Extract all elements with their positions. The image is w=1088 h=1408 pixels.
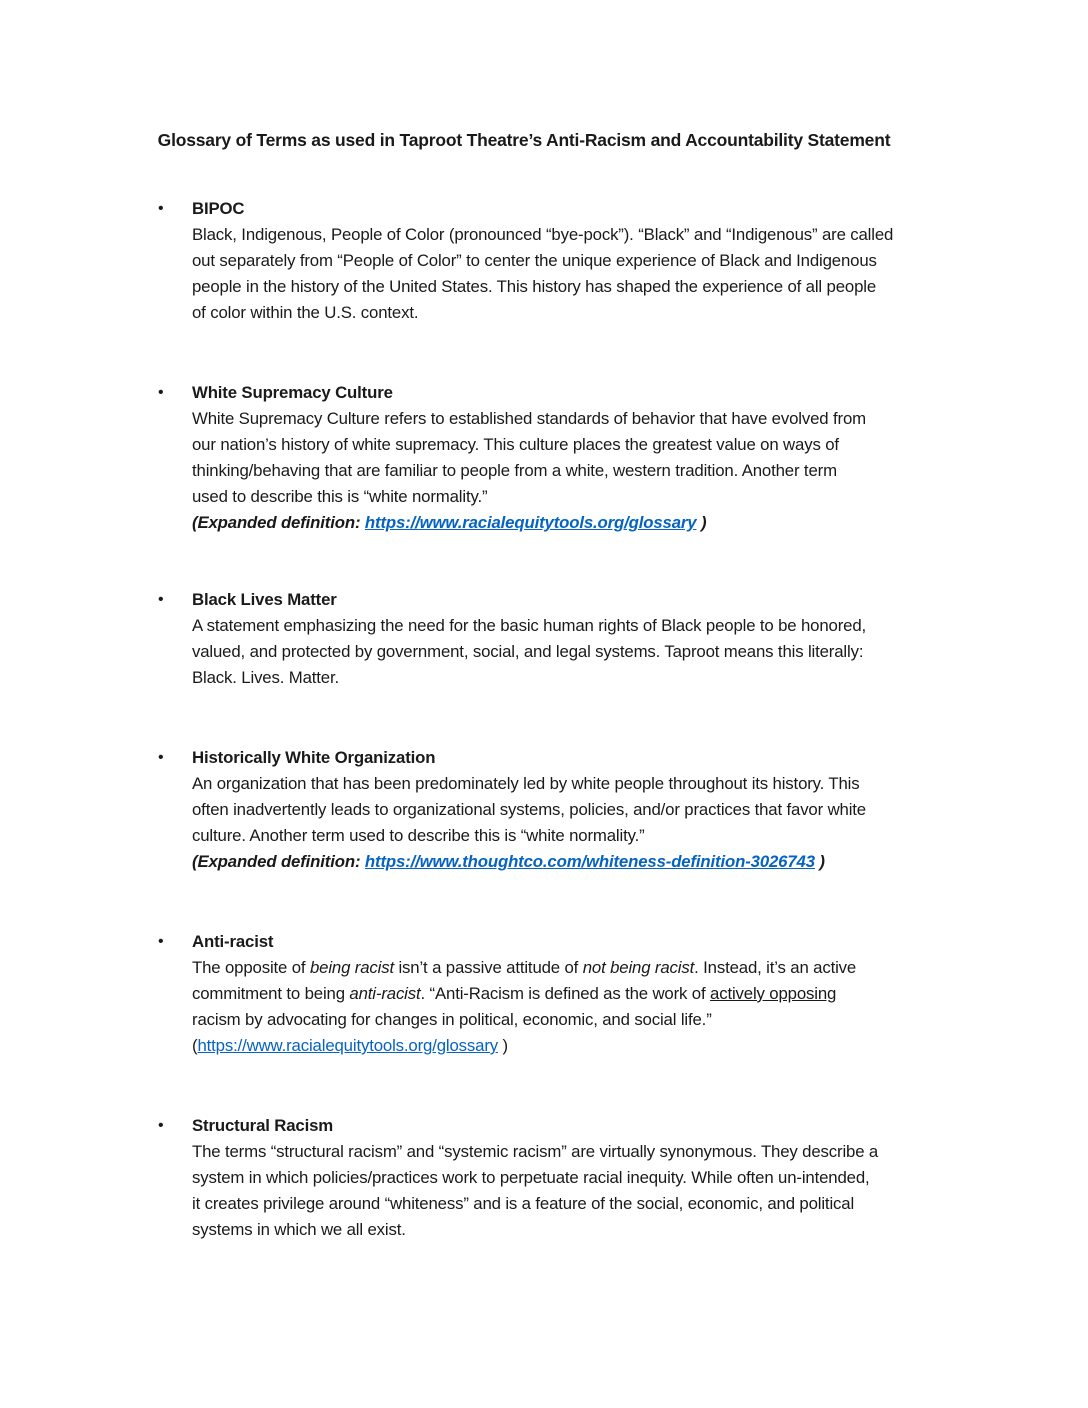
racialequitytools-link[interactable]: https://www.racialequitytools.org/glossary: [197, 1036, 499, 1055]
definition-line: often inadvertently leads to organizational systems, policies, and/or practices that favor white: [192, 800, 866, 819]
italic-text: being racist: [309, 958, 394, 977]
expanded-definition: [192, 510, 992, 536]
text-run: . “Anti-Racism is defined as the work of: [420, 984, 711, 1003]
definition-line: [192, 981, 992, 1007]
italic-text: anti-racist: [349, 984, 421, 1003]
text-run: . Instead, it’s an active: [694, 958, 857, 977]
citation-line: [192, 1033, 992, 1059]
expanded-definition: [192, 849, 992, 875]
bullet-icon: •: [158, 933, 164, 950]
term-name: BIPOC: [192, 199, 245, 218]
definition-line: [192, 955, 992, 981]
italic-text: not being racist: [582, 958, 695, 977]
underlined-text: actively opposing: [710, 984, 837, 1003]
thoughtco-link[interactable]: https://www.thoughtco.com/whiteness-definition-3026743: [364, 852, 815, 871]
definition-line: of color within the U.S. context.: [192, 303, 419, 322]
term-name: White Supremacy Culture: [192, 383, 393, 402]
definition-line: people in the history of the United States. This history has shaped the experience of all people: [192, 277, 877, 296]
definition-line: system in which policies/practices work to perpetuate racial inequity. While often un-intended,: [192, 1168, 870, 1187]
expanded-prefix: (Expanded definition:: [192, 852, 365, 871]
text-run: isn’t a passive attitude of: [393, 958, 583, 977]
definition-line: The terms “structural racism” and “systemic racism” are virtually synonymous. They describe a: [192, 1142, 879, 1161]
glossary-item-white-supremacy-culture: [158, 380, 992, 536]
glossary-item-historically-white-organization: [158, 745, 992, 875]
term-name: Anti-racist: [192, 932, 274, 951]
definition-line: Black, Indigenous, People of Color (pronounced “bye-pock”). “Black” and “Indigenous” are called: [192, 225, 894, 244]
glossary-item-black-lives-matter: [158, 587, 992, 691]
glossary-item-bipoc: [158, 196, 992, 326]
text-run: commitment to being: [192, 984, 350, 1003]
racialequitytools-link[interactable]: https://www.racialequitytools.org/glossary: [364, 513, 697, 532]
bullet-icon: •: [158, 384, 164, 401]
definition-line: valued, and protected by government, social, and legal systems. Taproot means this literally:: [192, 642, 864, 661]
text-run: ): [498, 1036, 508, 1055]
definition-line: White Supremacy Culture refers to established standards of behavior that have evolved from: [192, 409, 866, 428]
definition-line: our nation’s history of white supremacy. This culture places the greatest value on ways of: [192, 435, 839, 454]
glossary-item-anti-racist: [158, 929, 992, 1059]
definition-line: culture. Another term used to describe this is “white normality.”: [192, 826, 645, 845]
definition-line: An organization that has been predominately led by white people throughout its history. This: [192, 774, 860, 793]
definition-line: out separately from “People of Color” to center the unique experience of Black and Indigenous: [192, 251, 877, 270]
definition-line: systems in which we all exist.: [192, 1220, 406, 1239]
expanded-suffix: ): [814, 852, 825, 871]
definition-line: Black. Lives. Matter.: [192, 668, 340, 687]
text-run: The opposite of: [192, 958, 310, 977]
definition-line: thinking/behaving that are familiar to people from a white, western tradition. Another term: [192, 461, 837, 480]
expanded-suffix: ): [696, 513, 707, 532]
text-run: (: [192, 1036, 198, 1055]
definition-line: A statement emphasizing the need for the basic human rights of Black people to be honored,: [192, 616, 867, 635]
glossary-item-structural-racism: [158, 1113, 992, 1243]
expanded-prefix: (Expanded definition:: [192, 513, 365, 532]
definition-line: it creates privilege around “whiteness” and is a feature of the social, economic, and political: [192, 1194, 855, 1213]
term-name: Historically White Organization: [192, 748, 436, 767]
bullet-icon: •: [158, 749, 164, 766]
page-title: Glossary of Terms as used in Taproot Theatre’s Anti-Racism and Accountability Statement: [157, 130, 891, 150]
bullet-icon: •: [158, 200, 164, 217]
bullet-icon: •: [158, 591, 164, 608]
term-name: Structural Racism: [192, 1116, 334, 1135]
definition-line: used to describe this is “white normality.”: [192, 487, 488, 506]
term-name: Black Lives Matter: [192, 590, 337, 609]
bullet-icon: •: [158, 1117, 164, 1134]
definition-line: racism by advocating for changes in political, economic, and social life.”: [192, 1010, 712, 1029]
